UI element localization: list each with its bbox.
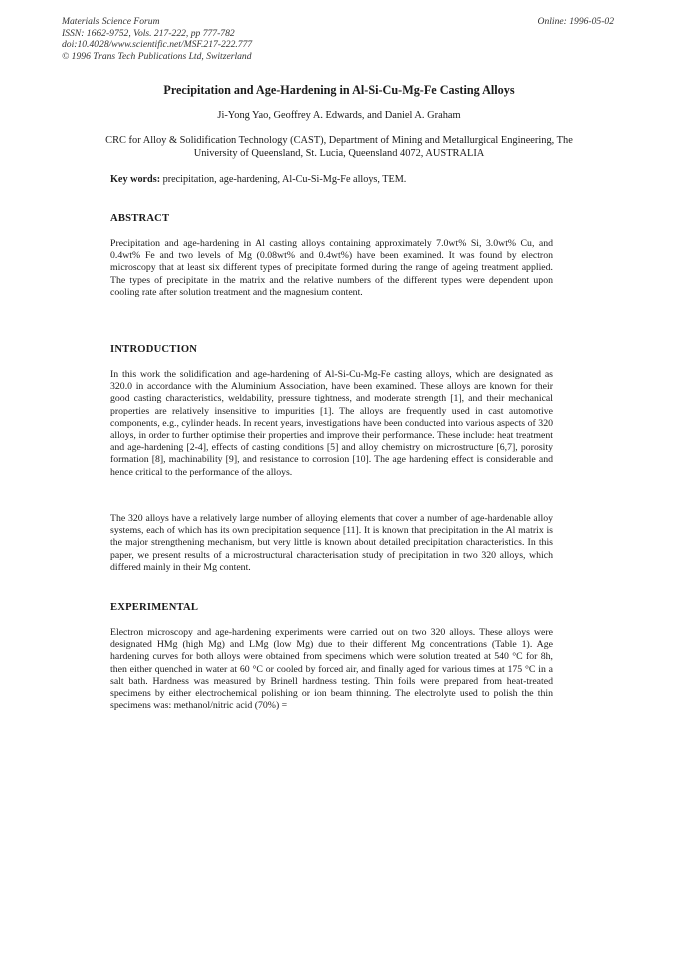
keywords-label: Key words: (110, 174, 161, 185)
introduction-paragraph-2: The 320 alloys have a relatively large number of alloying elements that cover a number of age-hardenable alloy systems, each of which has its own precipitation sequence [11]. It is known that precipitation in the Al matrix is the major strengthening mechanism, but very little is known about detailed precipitation characteristics. In this paper, we present results of a microstructural characterisation study of precipitation in two 320 alloys, which differed mainly in their Mg content. (110, 513, 553, 573)
introduction-paragraph-1: In this work the solidification and age-hardening of Al-Si-Cu-Mg-Fe casting alloys, which are designated as 320.0 in accordance with the Aluminium Association, have been examined. These alloys are known for their good casting characteristics, weldability, pressure tightness, and moderate strength [1], and their mechanical properties are relatively insensitive to impurities [1]. The alloys are frequently used in cast automotive components, e.g., cylinder heads. In recent years, investigations have been conducted into various aspects of 320 alloys, in order to further optimise their properties and improve their performance. These include: heat treatment and age-hardening [2-4], effects of casting conditions [5] and alloy chemistry on microstructure [6,7], porosity formation [8], machinability [9], and resistance to corrosion [10]. The age hardening effect is considerable and hence critical to the performance of the alloys. (110, 369, 553, 478)
abstract-heading: ABSTRACT (110, 213, 170, 224)
issn-line: ISSN: 1662-9752, Vols. 217-222, pp 777-782 (62, 27, 235, 39)
publication-header (62, 16, 252, 62)
paper-title: Precipitation and Age-Hardening in Al-Si-Cu-Mg-Fe Casting Alloys (163, 83, 515, 97)
doi-link[interactable]: doi:10.4028/www.scientific.net/MSF.217-222.777 (62, 39, 253, 51)
online-date: Online: 1996-05-02 (537, 16, 614, 27)
abstract-text: Precipitation and age-hardening in Al casting alloys containing approximately 7.0wt% Si, 3.0wt% Cu, and 0.4wt% Fe and two levels of Mg (0.08wt% and 0.4wt%) have been examined. It was found by electron microscopy that at least six different types of precipitate formed during the range of ageing treatment applied. The types of precipitate in the matrix and the relative numbers of the different types were dependent upon cooling rate after solution treatment and the magnesium content. (110, 238, 553, 298)
introduction-heading: INTRODUCTION (110, 344, 198, 355)
experimental-paragraph-1: Electron microscopy and age-hardening experiments were carried out on two 320 alloys. These alloys were designated HMg (high Mg) and LMg (low Mg) due to their different Mg concentrations (Table 1). Age hardening curves for both alloys were obtained from specimens which were solution treated at 540 °C for 8h, then either quenched in water at 60 °C or cooled by forced air, and finally aged for various times at 175 °C in a salt bath. Hardness was measured by Brinell hardness testing. Thin foils were prepared from heat-treated specimens by either electrochemical polishing or ion beam thinning. The electrolyte used to polish the thin specimens was: methanol/nitric acid (70%) = (110, 627, 553, 712)
keywords-text: precipitation, age-hardening, Al-Cu-Si-Mg-Fe alloys, TEM. (160, 174, 407, 185)
copyright-line: © 1996 Trans Tech Publications Ltd, Switzerland (62, 50, 252, 62)
author-list: Ji-Yong Yao, Geoffrey A. Edwards, and Daniel A. Graham (217, 110, 461, 121)
affiliation: CRC for Alloy & Solidification Technology (CAST), Department of Mining and Metallurgical Engineering, The University of Queensland, St. Lucia, Queensland 4072, AUSTRALIA (105, 135, 573, 159)
keywords (110, 174, 406, 185)
experimental-heading: EXPERIMENTAL (110, 602, 199, 613)
journal-name: Materials Science Forum (62, 16, 160, 27)
